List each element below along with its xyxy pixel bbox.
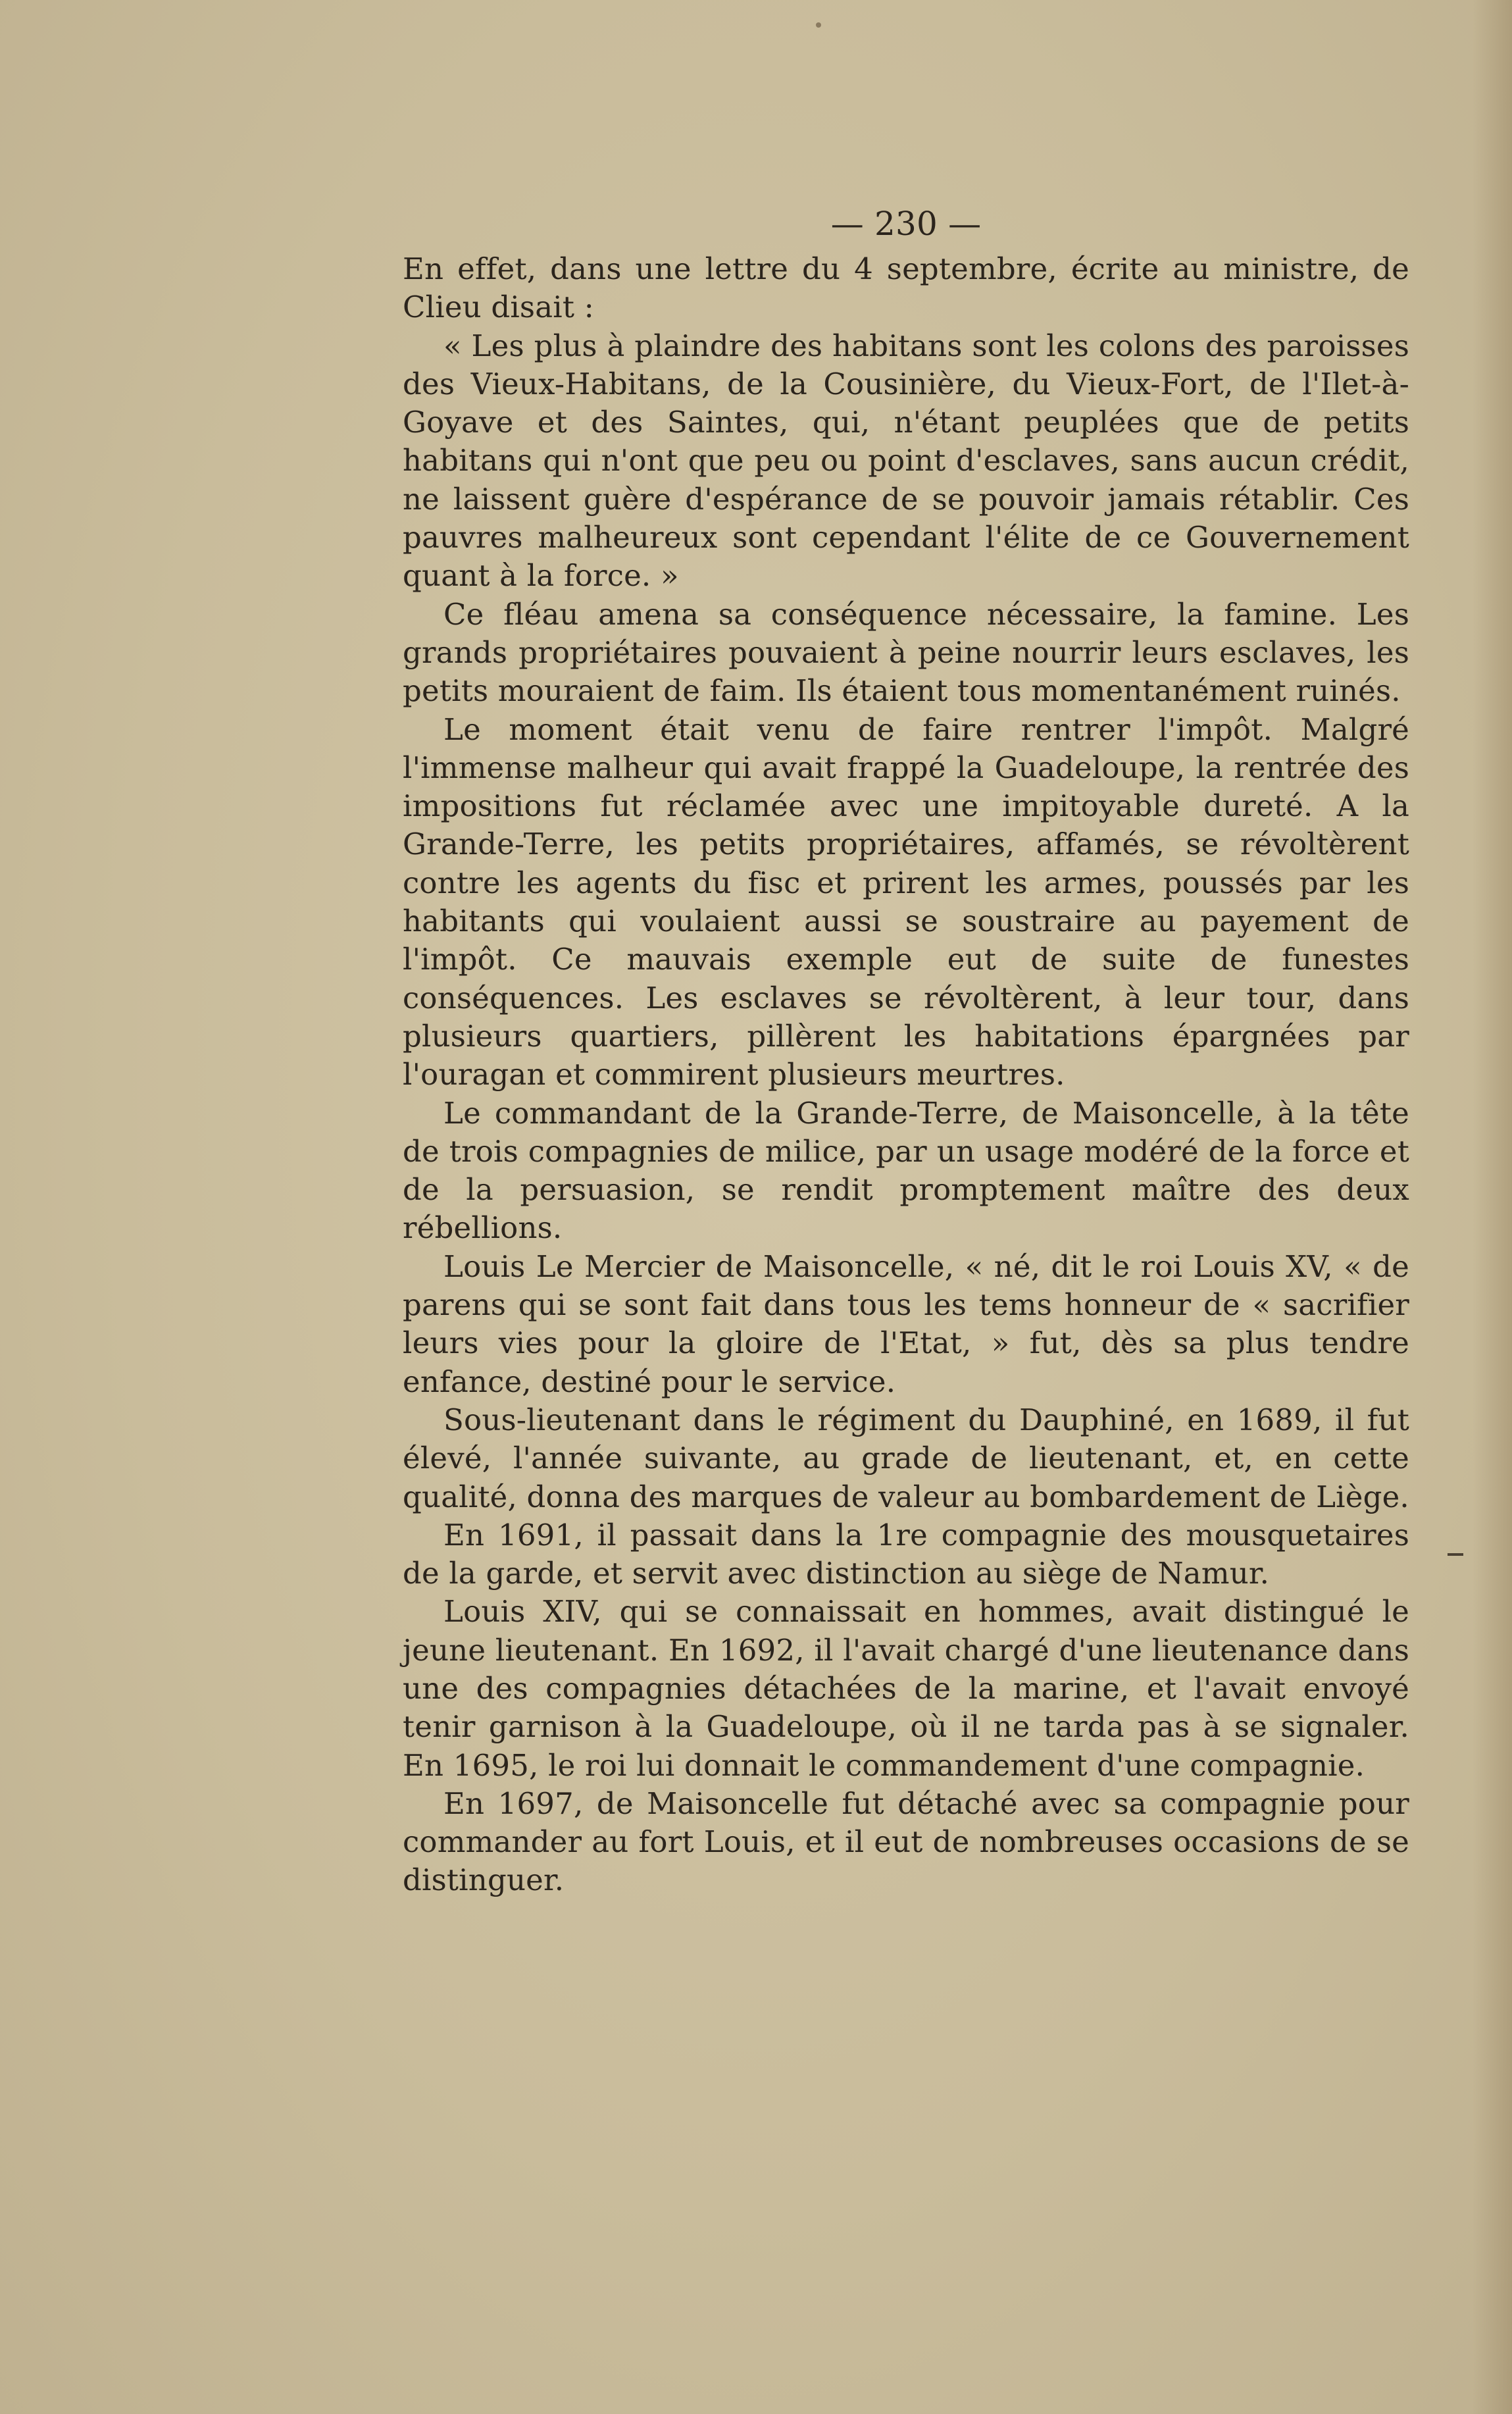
page-text-block xyxy=(403,197,1409,1900)
paragraph-1: En effet, dans une lettre du 4 septembre, écrite au ministre, de Clieu disait : xyxy=(403,251,1409,325)
paragraph-9: Louis XIV, qui se connaissait en hommes, avait distingué le jeune lieutenant. En 1692, il l'avait chargé d'une lieutenance dans une des compagnies détachées de la marine, et l'avait envoyé tenir garnison à la Guadeloupe, où il ne tarda pas à se signaler. En 1695, le roi lui donnait le commandement d'une compagnie. xyxy=(403,1594,1409,1783)
paragraph-4: Le moment était venu de faire rentrer l'impôt. Malgré l'immense malheur qui avait frappé la Guadeloupe, la rentrée des impositions fut réclamée avec une impitoyable dureté. A la Grande-Terre, les petits propriétaires, affamés, se révoltèrent contre les agents du fisc et prirent les armes, poussés par les habitants qui voulaient aussi se soustraire au payement de l'impôt. Ce mauvais exemple eut de suite de funestes conséquences. Les esclaves se révoltèrent, à leur tour, dans plusieurs quartiers, pillèrent les habitations épargnées par l'ouragan et commirent plusieurs meurtres. xyxy=(403,711,1409,1092)
paragraph-7: Sous-lieutenant dans le régiment du Dauphiné, en 1689, il fut élevé, l'année suivante, au grade de lieutenant, et, en cette qualité, donna des marques de valeur au bombardement de Liège. xyxy=(403,1402,1409,1514)
paragraph-2: « Les plus à plaindre des habitans sont les colons des paroisses des Vieux-Habitans, de la Cousinière, du Vieux-Fort, de l'Ilet-à-Goyave et des Saintes, qui, n'étant peuplées que de petits habitans qui n'ont que peu ou point d'esclaves, sans aucun crédit, ne laissent guère d'espérance de se pouvoir jamais rétablir. Ces pauvres malheureux sont cependant l'élite de ce Gouvernement quant à la force. » xyxy=(403,328,1409,594)
paragraph-6: Louis Le Mercier de Maisoncelle, « né, dit le roi Louis XV, « de parens qui se sont fait dans tous les tems honneur de « sacrifier leurs vies pour la gloire de l'Etat, » fut, dès sa plus tendre enfance, destiné pour le service. xyxy=(403,1248,1409,1399)
paragraph-5: Le commandant de la Grande-Terre, de Maisoncelle, à la tête de trois compagnies de milice, par un usage modéré de la force et de la persuasion, se rendit promptement maître des deux rébellions. xyxy=(403,1095,1409,1246)
paragraph-3: Ce fléau amena sa conséquence nécessaire, la famine. Les grands propriétaires pouvaient à peine nourrir leurs esclaves, les petits mouraient de faim. Ils étaient tous momentanément ruinés. xyxy=(403,596,1409,709)
paragraph-8: En 1691, il passait dans la 1re compagnie des mousquetaires de la garde, et servit avec distinction au siège de Namur. xyxy=(403,1517,1409,1591)
paragraph-10: En 1697, de Maisoncelle fut détaché avec sa compagnie pour commander au fort Louis, et il eut de nombreuses occasions de se distinguer. xyxy=(403,1785,1409,1898)
margin-mark xyxy=(1448,1553,1463,1556)
paper-speck xyxy=(816,22,821,28)
page-number: — 230 — xyxy=(830,205,982,243)
page-edge-shadow xyxy=(1473,0,1512,2414)
